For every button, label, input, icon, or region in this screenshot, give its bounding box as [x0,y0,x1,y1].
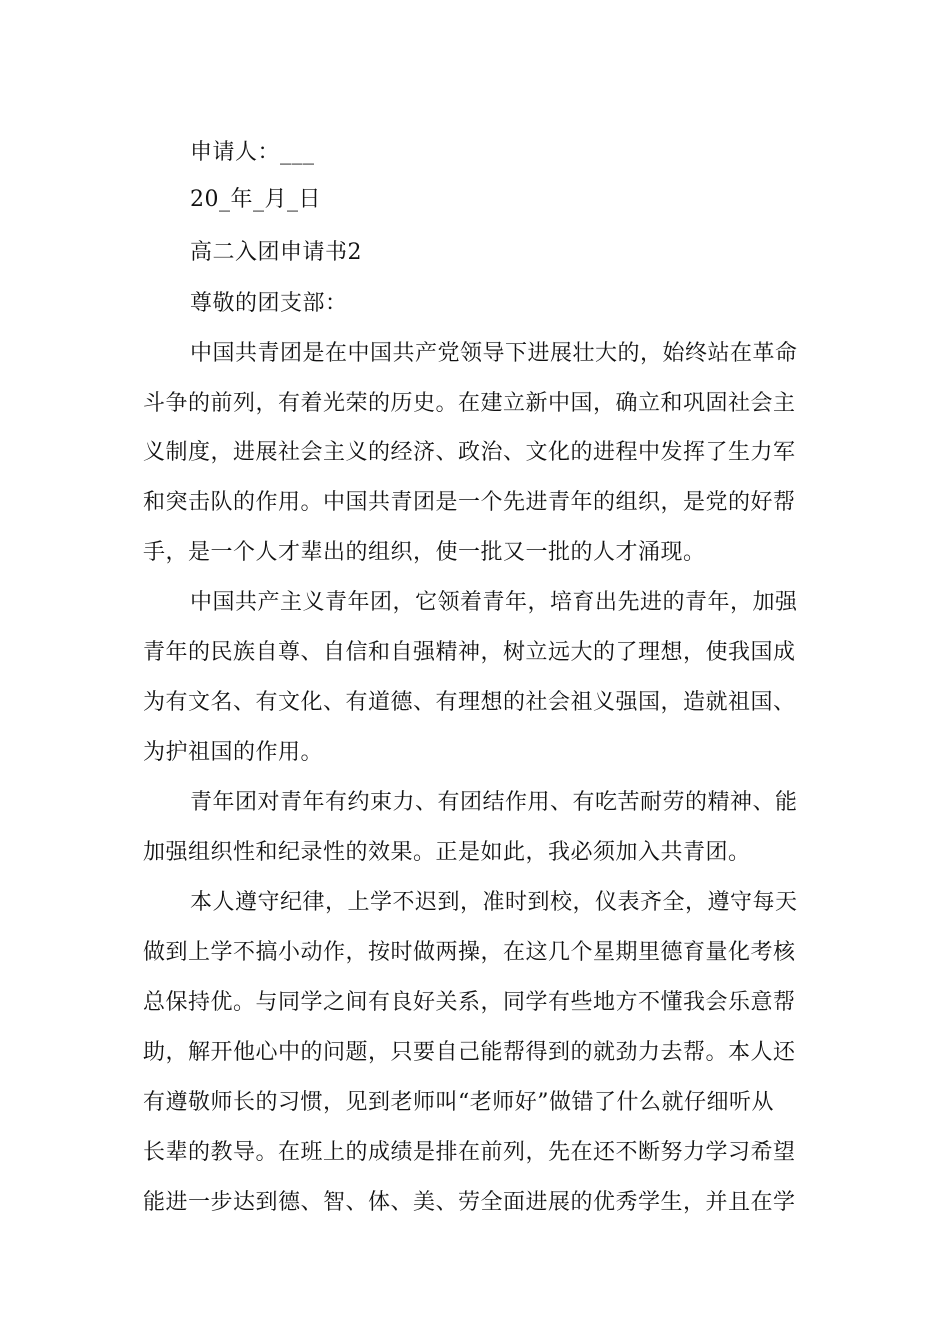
document-title: 高二入团申请书2 [190,240,362,265]
body-line: 中国共产主义青年团，它领着青年，培育出先进的青年，加强 [190,590,798,615]
applicant-line: 申请人：___ [190,140,315,165]
body-line: 有遵敬师长的习惯，见到老师叫“老师好”做错了什么就仔细听从 [143,1090,774,1115]
body-line: 青年的民族自尊、自信和自强精神，树立远大的了理想，使我国成 [143,640,796,665]
body-line: 长辈的教导。在班上的成绩是排在前列，先在还不断努力学习希望 [143,1140,796,1165]
date-line: 20_年_月_日 [190,187,321,212]
body-line: 做到上学不搞小动作，按时做两操，在这几个星期里德育量化考核 [143,940,796,965]
body-line: 为有文名、有文化、有道德、有理想的社会祖义强国，造就祖国、 [143,690,796,715]
body-line: 加强组织性和纪录性的效果。正是如此，我必须加入共青团。 [143,840,751,865]
body-line: 和突击队的作用。中国共青团是一个先进青年的组织，是党的好帮 [143,490,796,515]
body-line: 总保持优。与同学之间有良好关系，同学有些地方不懂我会乐意帮 [143,990,796,1015]
body-line: 能进一步达到德、智、体、美、劳全面进展的优秀学生，并且在学 [143,1190,796,1215]
body-line: 义制度，进展社会主义的经济、政治、文化的进程中发挥了生力军 [143,440,796,465]
body-line: 中国共青团是在中国共产党领导下进展壮大的，始终站在革命 [190,341,798,366]
body-line: 青年团对青年有约束力、有团结作用、有吃苦耐劳的精神、能 [190,790,798,815]
body-line: 助，解开他心中的问题，只要自己能帮得到的就劲力去帮。本人还 [143,1040,796,1065]
body-line: 手，是一个人才辈出的组织，使一批又一批的人才涌现。 [143,540,706,565]
body-line: 斗争的前列，有着光荣的历史。在建立新中国，确立和巩固社会主 [143,391,796,416]
body-line: 本人遵守纪律，上学不迟到，准时到校，仪表齐全，遵守每天 [190,890,798,915]
body-line: 为护祖国的作用。 [143,740,324,765]
salutation: 尊敬的团支部： [190,291,348,316]
